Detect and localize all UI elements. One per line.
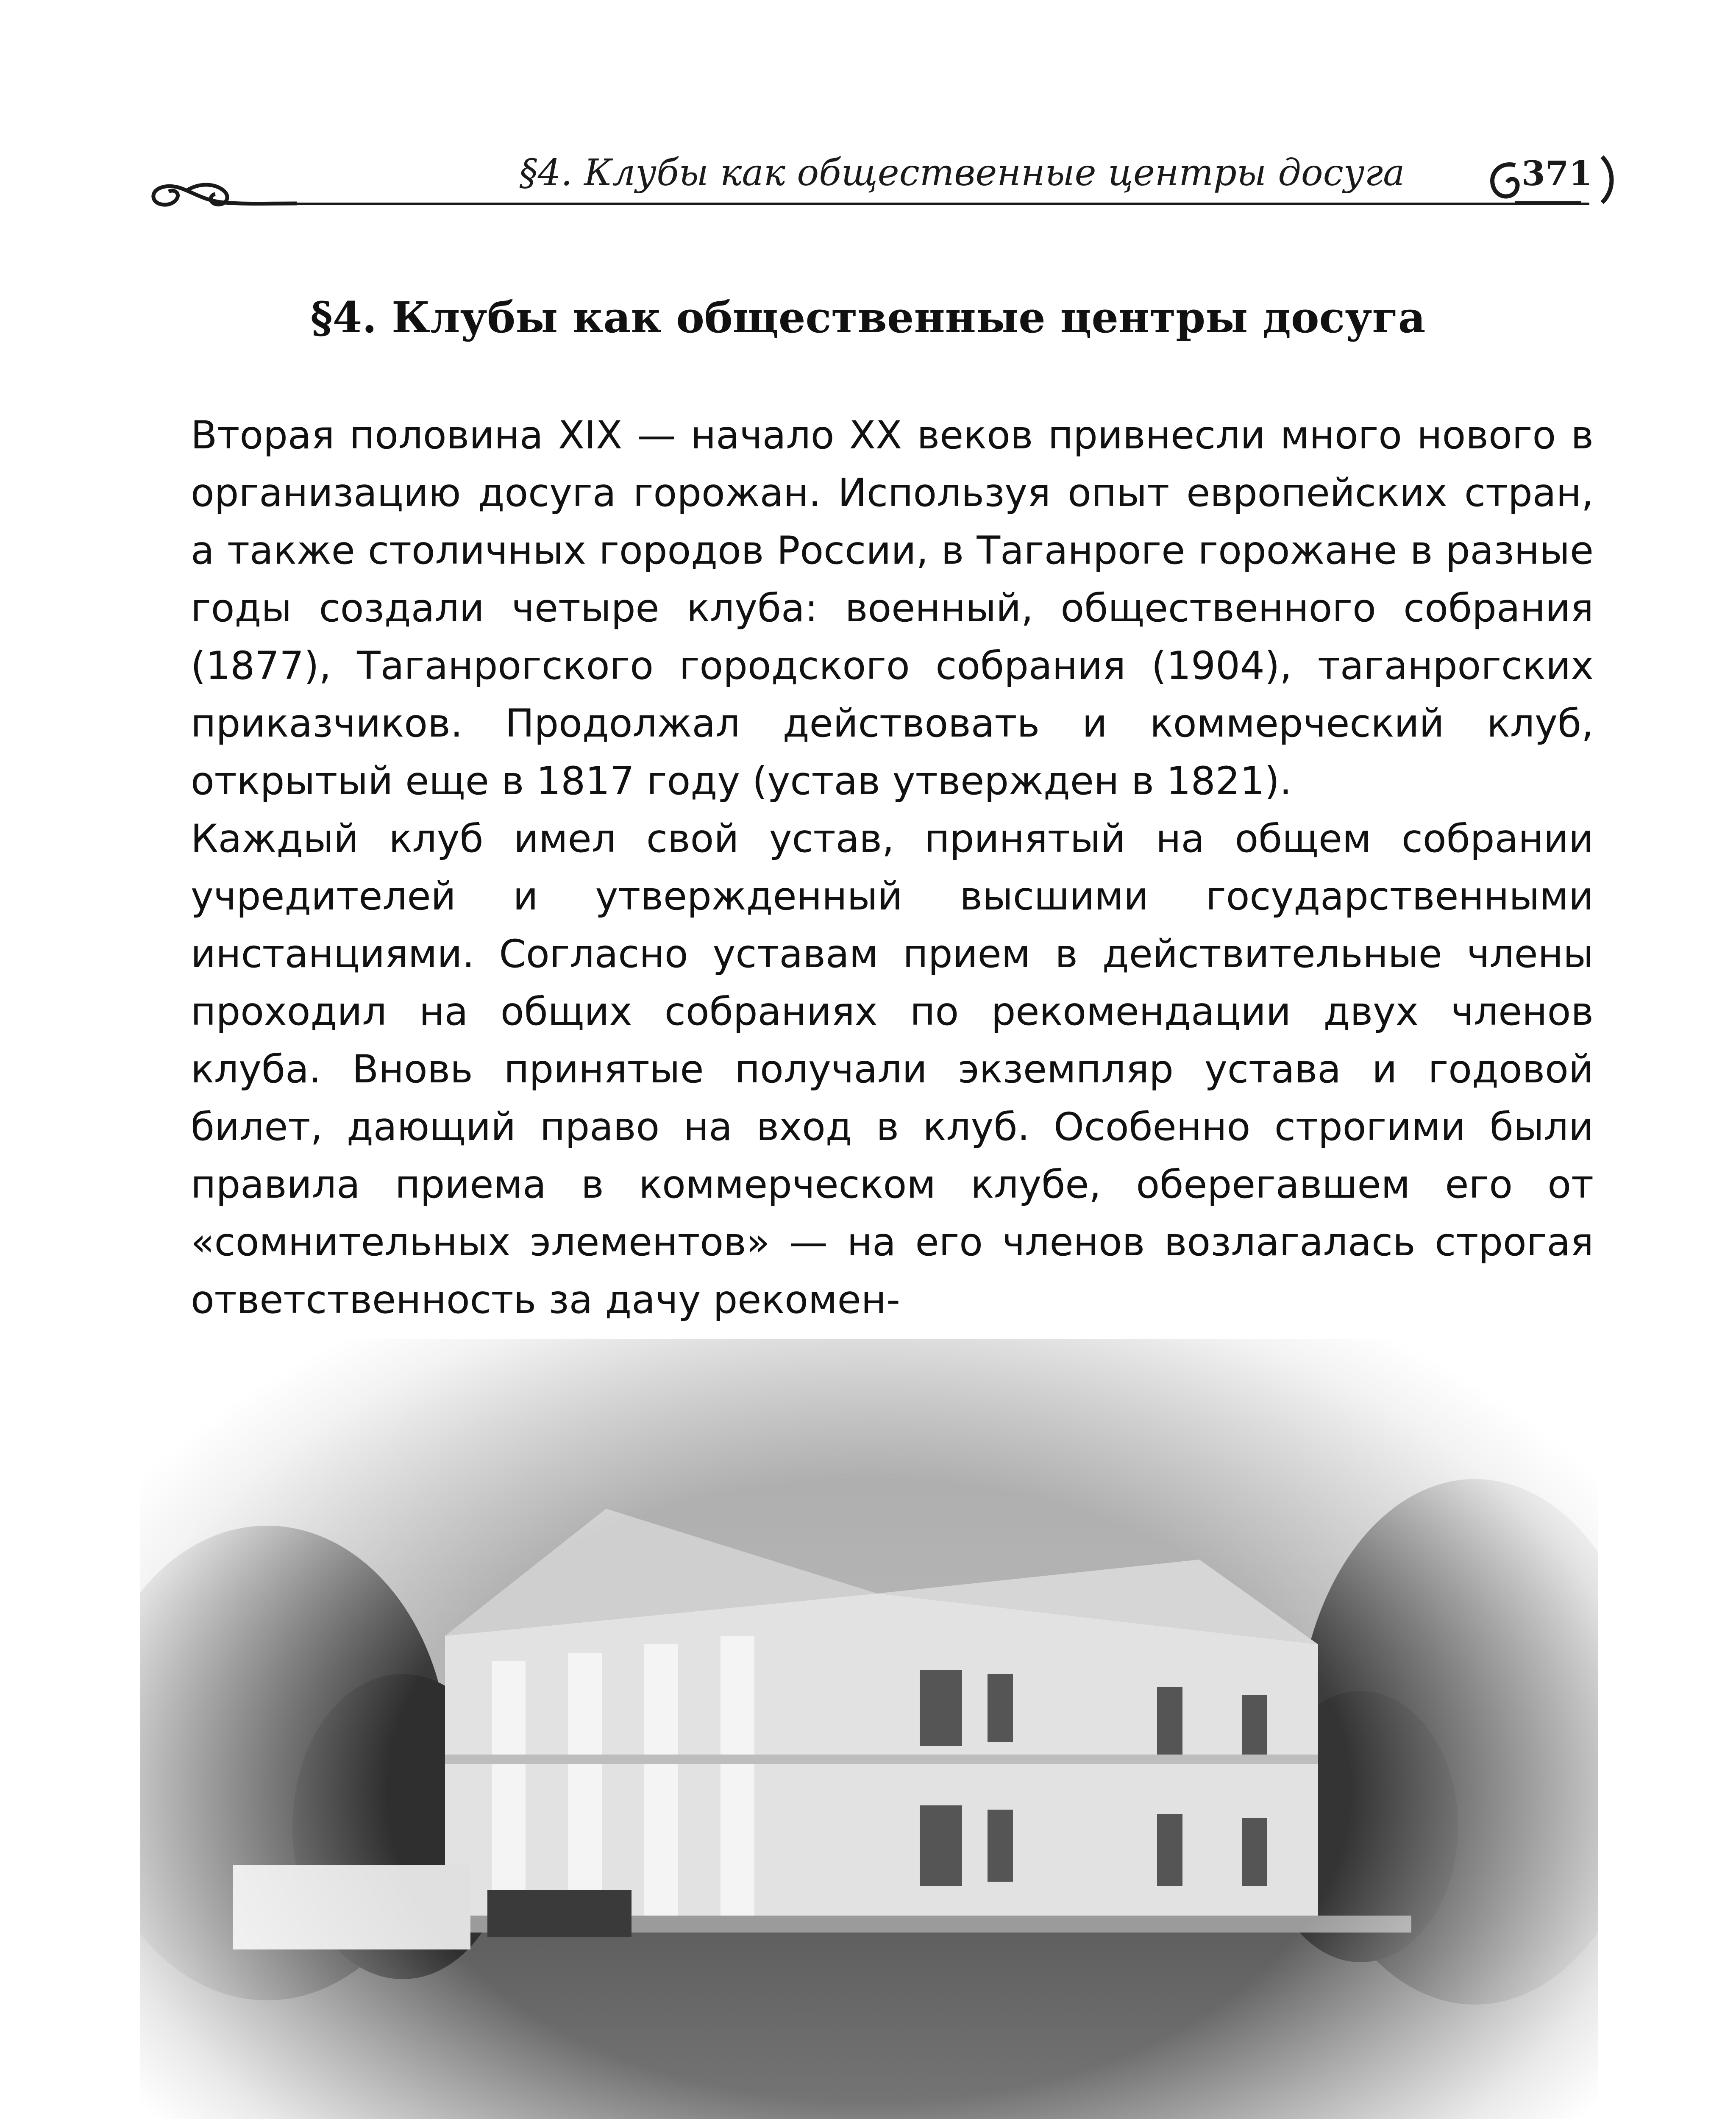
page-number-badge <box>1475 148 1615 212</box>
header-rule <box>275 203 1589 205</box>
paragraph-2: Каждый клуб имел свой устав, принятый на общем собрании учредителей и утвержденный высшими государственными инстанциями. Согласно уставам прием в действительные члены проходил на общих собраниях по рекомендации двух членов клуба. Вновь принятые получали экземпляр устава и годовой билет, дающий право на вход в клуб. Особенно строгими были правила приема в коммерческом клубе, оберегавшем его от «сомнительных элементов» — на его членов возлагалась строгая ответственность за дачу рекомен- <box>191 817 1594 1322</box>
running-header-title: §4. Клубы как общественные центры досуга <box>519 152 1405 194</box>
header-swirl-ornament-icon <box>140 165 301 216</box>
running-header <box>140 148 1606 212</box>
page-number: 371 <box>1522 153 1592 193</box>
club-building-photo <box>140 1339 1598 2119</box>
section-title: §4. Клубы как общественные центры досуга <box>310 292 1426 342</box>
paragraph-1: Вторая половина XIX — начало XX веков привнесли много нового в организацию досуга горожан. Используя опыт европейских стран, а также столичных городов России, в Таганроге горожане в разные годы создали четыре клуба: военный, общественного собрания (1877), Таганрогского городского собрания (1904), таганрогских приказчиков. Продолжал действовать и коммерческий клуб, открытый еще в 1817 году (устав утвержден в 1821). <box>191 413 1594 804</box>
body-text <box>191 407 1594 1329</box>
